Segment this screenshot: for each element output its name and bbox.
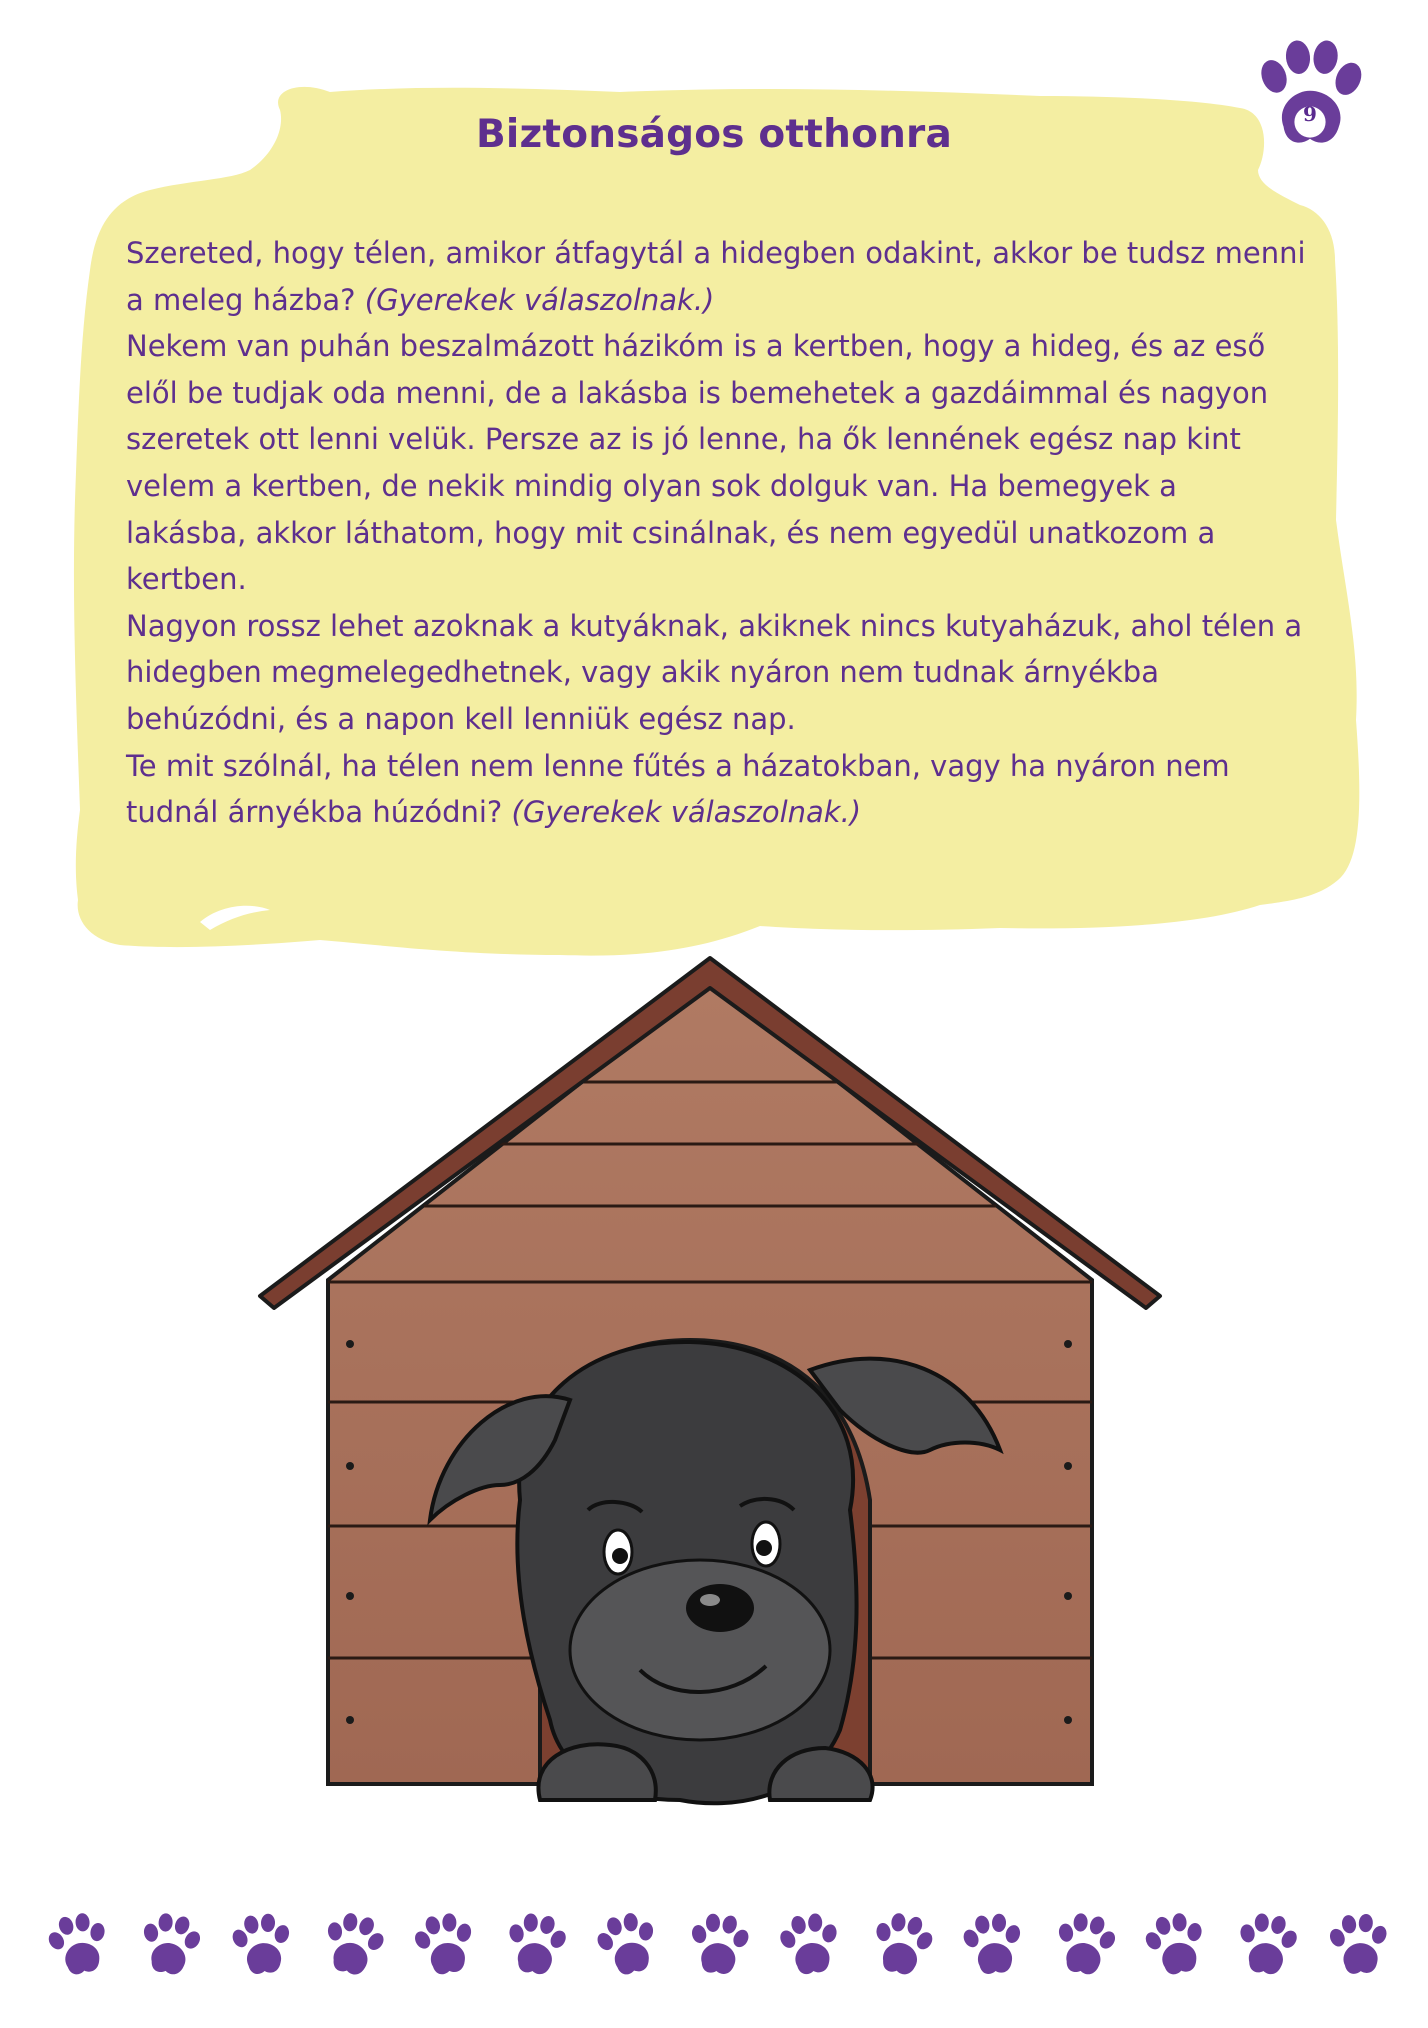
paw-icon bbox=[1324, 1911, 1394, 1981]
page-number: 9 bbox=[1303, 102, 1317, 126]
story-paragraph-2: Nekem van puhán beszalmázott házikóm is a kertben, hogy a hideg, és az eső elől be tudjak oda menni, de a lakásba is bemehetek a gazdáimmal és nagyon szeretek ott lenni velük. Persze az is jó lenne, ha ők lennének egész nap kint velem a kertben, de nekik mindig olyan sok dolguk van. Ha bemegyek a lakásba, akkor láthatom, hogy mit csinálnak, és nem egyedül unatkozom a kertben. bbox=[126, 329, 1269, 597]
paw-icon bbox=[501, 1911, 571, 1981]
children-answer-note: (Gyerekek válaszolnak.) bbox=[511, 795, 862, 830]
paw-icon bbox=[867, 1911, 937, 1981]
story-paragraph-3: Nagyon rossz lehet azoknak a kutyáknak, akiknek nincs kutyaházuk, ahol télen a hidegben megmelegedhetnek, vagy akik nyáron nem tudnak árnyékba behúzódni, és a napon kell lenniük egész nap. bbox=[126, 608, 1303, 736]
paw-icon bbox=[1232, 1911, 1302, 1981]
paw-icon bbox=[227, 1911, 297, 1981]
paw-icon bbox=[593, 1911, 663, 1981]
children-answer-note: (Gyerekek válaszolnak.) bbox=[364, 282, 715, 317]
page-title: Biztonságos otthonra bbox=[476, 112, 952, 157]
paw-icon bbox=[1050, 1911, 1120, 1981]
story-paragraph-4 bbox=[126, 743, 1306, 836]
footer-paw-row bbox=[44, 1906, 1394, 1986]
story-paragraph-4-text: Te mit szólnál, ha télen nem lenne fűtés a házatokban, vagy ha nyáron nem tudnál árnyékba húzódni? bbox=[126, 748, 1230, 830]
paw-icon bbox=[958, 1911, 1028, 1981]
paw-icon bbox=[135, 1911, 205, 1981]
story-paragraph-1-text: Szereted, hogy télen, amikor átfagytál a hidegben odakint, akkor be tudsz menni a meleg házba? bbox=[126, 236, 1306, 317]
paw-icon bbox=[410, 1911, 480, 1981]
story-text bbox=[126, 230, 1306, 836]
doghouse-illustration bbox=[210, 940, 1210, 1840]
paw-icon bbox=[1141, 1911, 1211, 1981]
story-paragraph-1 bbox=[126, 230, 1306, 323]
paw-icon bbox=[318, 1911, 388, 1981]
paw-icon bbox=[684, 1911, 754, 1981]
paw-icon bbox=[44, 1911, 114, 1981]
paw-icon bbox=[775, 1911, 845, 1981]
